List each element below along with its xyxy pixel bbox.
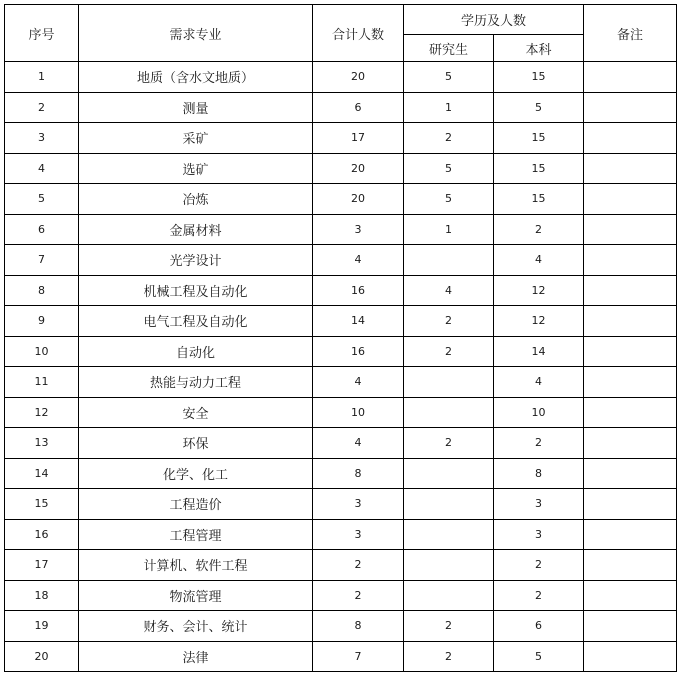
cell-remarks [584, 184, 677, 215]
table-row [5, 62, 677, 93]
header-remarks: 备注 [584, 5, 677, 62]
table-row [5, 184, 677, 215]
cell-postgrad: 2 [404, 641, 494, 672]
cell-remarks [584, 458, 677, 489]
cell-total: 10 [313, 397, 404, 428]
cell-postgrad [404, 519, 494, 550]
cell-postgrad: 5 [404, 153, 494, 184]
cell-major: 工程管理 [79, 519, 313, 550]
cell-remarks [584, 550, 677, 581]
cell-remarks [584, 153, 677, 184]
cell-postgrad: 1 [404, 92, 494, 123]
cell-total: 4 [313, 428, 404, 459]
cell-postgrad: 5 [404, 184, 494, 215]
table-row [5, 458, 677, 489]
recruitment-needs-table [4, 4, 677, 672]
table-row [5, 306, 677, 337]
cell-undergrad: 15 [494, 123, 584, 154]
cell-seq: 6 [5, 214, 79, 245]
cell-seq: 9 [5, 306, 79, 337]
cell-undergrad: 5 [494, 641, 584, 672]
cell-seq: 13 [5, 428, 79, 459]
cell-major: 安全 [79, 397, 313, 428]
cell-major: 采矿 [79, 123, 313, 154]
table-row [5, 550, 677, 581]
table-row [5, 641, 677, 672]
cell-remarks [584, 580, 677, 611]
cell-major: 机械工程及自动化 [79, 275, 313, 306]
cell-total: 20 [313, 62, 404, 93]
cell-seq: 12 [5, 397, 79, 428]
cell-seq: 7 [5, 245, 79, 276]
cell-seq: 3 [5, 123, 79, 154]
cell-total: 8 [313, 458, 404, 489]
recruitment-table-container [4, 4, 677, 672]
header-major: 需求专业 [79, 5, 313, 62]
cell-postgrad [404, 550, 494, 581]
table-row [5, 397, 677, 428]
cell-remarks [584, 245, 677, 276]
cell-seq: 8 [5, 275, 79, 306]
header-education: 学历及人数 [404, 5, 584, 35]
cell-postgrad [404, 367, 494, 398]
cell-remarks [584, 519, 677, 550]
cell-total: 2 [313, 550, 404, 581]
cell-postgrad [404, 489, 494, 520]
cell-postgrad: 2 [404, 336, 494, 367]
cell-total: 14 [313, 306, 404, 337]
cell-major: 工程造价 [79, 489, 313, 520]
cell-total: 20 [313, 153, 404, 184]
cell-undergrad: 5 [494, 92, 584, 123]
cell-total: 3 [313, 489, 404, 520]
cell-major: 化学、化工 [79, 458, 313, 489]
cell-remarks [584, 611, 677, 642]
cell-undergrad: 8 [494, 458, 584, 489]
cell-undergrad: 2 [494, 550, 584, 581]
table-row [5, 580, 677, 611]
table-row [5, 214, 677, 245]
cell-remarks [584, 214, 677, 245]
cell-remarks [584, 275, 677, 306]
cell-postgrad [404, 458, 494, 489]
cell-postgrad [404, 245, 494, 276]
cell-seq: 19 [5, 611, 79, 642]
cell-major: 自动化 [79, 336, 313, 367]
cell-seq: 5 [5, 184, 79, 215]
table-row [5, 489, 677, 520]
cell-seq: 14 [5, 458, 79, 489]
table-row [5, 245, 677, 276]
cell-total: 3 [313, 519, 404, 550]
cell-remarks [584, 428, 677, 459]
cell-postgrad [404, 580, 494, 611]
cell-major: 物流管理 [79, 580, 313, 611]
cell-undergrad: 10 [494, 397, 584, 428]
cell-seq: 10 [5, 336, 79, 367]
cell-major: 测量 [79, 92, 313, 123]
table-body [5, 62, 677, 672]
cell-postgrad: 5 [404, 62, 494, 93]
cell-total: 6 [313, 92, 404, 123]
table-row [5, 153, 677, 184]
cell-undergrad: 2 [494, 580, 584, 611]
cell-total: 20 [313, 184, 404, 215]
cell-remarks [584, 92, 677, 123]
table-header [5, 5, 677, 62]
header-seq: 序号 [5, 5, 79, 62]
cell-major: 热能与动力工程 [79, 367, 313, 398]
cell-remarks [584, 306, 677, 337]
table-row [5, 336, 677, 367]
cell-major: 选矿 [79, 153, 313, 184]
cell-seq: 1 [5, 62, 79, 93]
cell-total: 16 [313, 275, 404, 306]
cell-undergrad: 2 [494, 214, 584, 245]
cell-seq: 11 [5, 367, 79, 398]
table-row [5, 428, 677, 459]
cell-seq: 4 [5, 153, 79, 184]
cell-undergrad: 12 [494, 275, 584, 306]
cell-seq: 18 [5, 580, 79, 611]
table-row [5, 92, 677, 123]
cell-major: 金属材料 [79, 214, 313, 245]
cell-postgrad: 2 [404, 123, 494, 154]
cell-postgrad: 1 [404, 214, 494, 245]
cell-seq: 16 [5, 519, 79, 550]
cell-total: 17 [313, 123, 404, 154]
cell-seq: 17 [5, 550, 79, 581]
header-total: 合计人数 [313, 5, 404, 62]
cell-major: 法律 [79, 641, 313, 672]
cell-undergrad: 4 [494, 367, 584, 398]
header-postgrad: 研究生 [404, 35, 494, 62]
cell-remarks [584, 62, 677, 93]
cell-undergrad: 2 [494, 428, 584, 459]
cell-remarks [584, 641, 677, 672]
table-row [5, 123, 677, 154]
cell-total: 16 [313, 336, 404, 367]
cell-total: 8 [313, 611, 404, 642]
table-row [5, 367, 677, 398]
cell-major: 光学设计 [79, 245, 313, 276]
cell-remarks [584, 123, 677, 154]
cell-remarks [584, 367, 677, 398]
cell-remarks [584, 397, 677, 428]
cell-postgrad: 4 [404, 275, 494, 306]
cell-seq: 2 [5, 92, 79, 123]
cell-seq: 15 [5, 489, 79, 520]
cell-major: 财务、会计、统计 [79, 611, 313, 642]
cell-major: 冶炼 [79, 184, 313, 215]
cell-undergrad: 12 [494, 306, 584, 337]
cell-total: 3 [313, 214, 404, 245]
cell-postgrad [404, 397, 494, 428]
cell-total: 7 [313, 641, 404, 672]
table-row [5, 519, 677, 550]
table-row [5, 611, 677, 642]
cell-postgrad: 2 [404, 428, 494, 459]
cell-undergrad: 15 [494, 184, 584, 215]
cell-postgrad: 2 [404, 611, 494, 642]
cell-major: 地质（含水文地质） [79, 62, 313, 93]
cell-remarks [584, 489, 677, 520]
cell-undergrad: 4 [494, 245, 584, 276]
cell-undergrad: 3 [494, 489, 584, 520]
cell-undergrad: 6 [494, 611, 584, 642]
cell-remarks [584, 336, 677, 367]
cell-total: 4 [313, 245, 404, 276]
table-row [5, 275, 677, 306]
cell-undergrad: 3 [494, 519, 584, 550]
cell-major: 电气工程及自动化 [79, 306, 313, 337]
header-row-top [5, 5, 677, 35]
cell-major: 计算机、软件工程 [79, 550, 313, 581]
cell-total: 4 [313, 367, 404, 398]
cell-undergrad: 14 [494, 336, 584, 367]
header-undergrad: 本科 [494, 35, 584, 62]
cell-undergrad: 15 [494, 153, 584, 184]
cell-major: 环保 [79, 428, 313, 459]
cell-total: 2 [313, 580, 404, 611]
cell-undergrad: 15 [494, 62, 584, 93]
cell-seq: 20 [5, 641, 79, 672]
cell-postgrad: 2 [404, 306, 494, 337]
